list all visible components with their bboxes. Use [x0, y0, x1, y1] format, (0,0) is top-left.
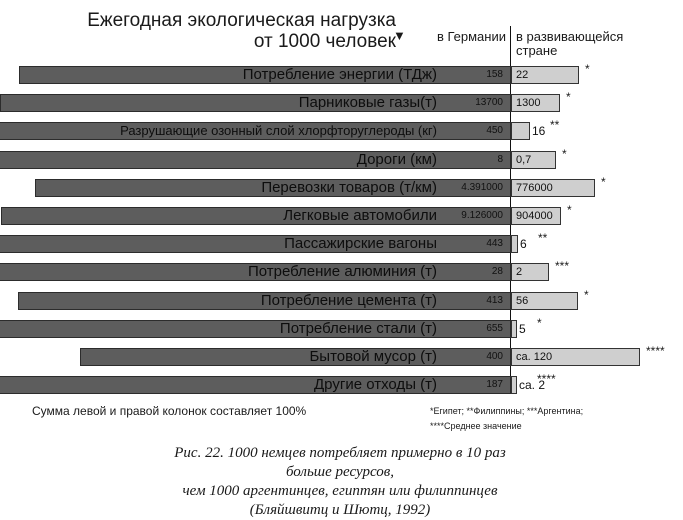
bar-row: [0, 118, 683, 140]
value-germany: 4.391000: [461, 181, 503, 193]
footnote-line2: ****Среднее значение: [430, 421, 522, 431]
column-header-developing: в развивающейся стране: [516, 29, 624, 58]
bar-label: Парниковые газы(т): [298, 94, 437, 112]
country-footnote: [430, 404, 583, 434]
bar-row: [0, 287, 683, 310]
footnote-marker: **: [538, 231, 548, 246]
value-developing: 6: [520, 237, 527, 252]
down-arrow-icon: ▼: [393, 28, 406, 43]
value-germany: 28: [491, 266, 503, 278]
value-germany: 413: [486, 294, 503, 306]
value-developing: 0,7: [516, 153, 532, 166]
bar-developing: [511, 376, 517, 394]
bar-label: Бытовой мусор (т): [309, 348, 437, 365]
column-header-germany: в Германии: [436, 29, 506, 44]
footnote-marker: **: [550, 118, 560, 133]
value-germany: 187: [486, 379, 503, 391]
bar-label: Перевозки товаров (т/км): [261, 178, 437, 196]
bar-label: Потребление цемента (т): [260, 291, 437, 309]
bar-row: [0, 315, 683, 338]
value-germany: 158: [486, 69, 503, 80]
value-developing: 776000: [516, 181, 553, 194]
caption-line3: (Бляйшвитц и Шютц, 1992): [249, 502, 431, 518]
footnote-marker: ****: [537, 372, 556, 387]
bar-label: Разрушающие озонный слой хлорфторуглероды (кг): [120, 123, 437, 139]
value-developing: 904000: [516, 210, 553, 222]
value-germany: 443: [486, 238, 503, 250]
bar-row: [0, 344, 683, 366]
bar-row: [0, 203, 683, 225]
chart-title-line2: от 1000 человек: [253, 31, 396, 52]
value-developing: 2: [516, 266, 523, 279]
footnote-marker: *: [566, 90, 571, 105]
value-developing: 22: [516, 69, 529, 81]
bar-row: [0, 62, 683, 84]
footnote-marker: ***: [555, 259, 570, 274]
value-developing: 16: [532, 124, 546, 139]
bar-label: Потребление энергии (ТДж): [242, 66, 437, 83]
caption-line1: Рис. 22. 1000 немцев потребляет примерно в 10 раз больше ресурсов,: [174, 445, 506, 480]
bar-row: [0, 90, 683, 112]
figure-caption: [150, 444, 530, 520]
value-germany: 400: [486, 351, 503, 362]
value-developing: ca. 120: [516, 351, 553, 363]
value-germany: 8: [497, 153, 503, 165]
footnote-line1: *Египет; **Филиппины; ***Аргентина;: [430, 406, 584, 416]
chart-title-line1: Ежегодная экологическая нагрузка: [87, 10, 396, 31]
bar-label: Легковые автомобили: [283, 207, 437, 224]
bar-row: [0, 146, 683, 169]
caption-line2: чем 1000 аргентинцев, египтян или филиппинцев: [182, 483, 498, 499]
bar-row: [0, 259, 683, 281]
value-developing: 1300: [516, 97, 541, 110]
footnote-marker: *: [585, 62, 590, 76]
bar-developing: [511, 235, 518, 253]
bar-label: Другие отходы (т): [314, 376, 437, 394]
bar-label: Дороги (км): [356, 150, 437, 168]
bar-germany: [80, 348, 511, 366]
bar-label: Пассажирские вагоны: [284, 235, 437, 253]
bar-developing: [511, 122, 530, 140]
bar-developing: [511, 320, 517, 338]
value-germany: 450: [486, 125, 503, 137]
value-developing: 56: [516, 294, 529, 307]
value-developing: 5: [519, 321, 526, 336]
bar-label: Потребление алюминия (т): [247, 263, 437, 281]
footnote-marker: *: [562, 146, 567, 161]
bar-row: [0, 231, 683, 253]
value-germany: 655: [486, 322, 503, 334]
footnote-marker: *: [584, 287, 589, 302]
footnote-marker: *: [601, 174, 606, 189]
footnote-marker: ****: [646, 344, 665, 358]
bar-label: Потребление стали (т): [279, 319, 437, 337]
value-germany: 9.126000: [461, 210, 503, 221]
bar-row: [0, 174, 683, 197]
value-developing: ca. 2: [519, 378, 546, 393]
footnote-marker: *: [537, 315, 542, 330]
bar-row: [0, 372, 683, 394]
sum-note: Сумма левой и правой колонок составляет 100%: [32, 404, 307, 418]
footnote-marker: *: [567, 203, 572, 217]
value-germany: 13700: [475, 97, 503, 109]
